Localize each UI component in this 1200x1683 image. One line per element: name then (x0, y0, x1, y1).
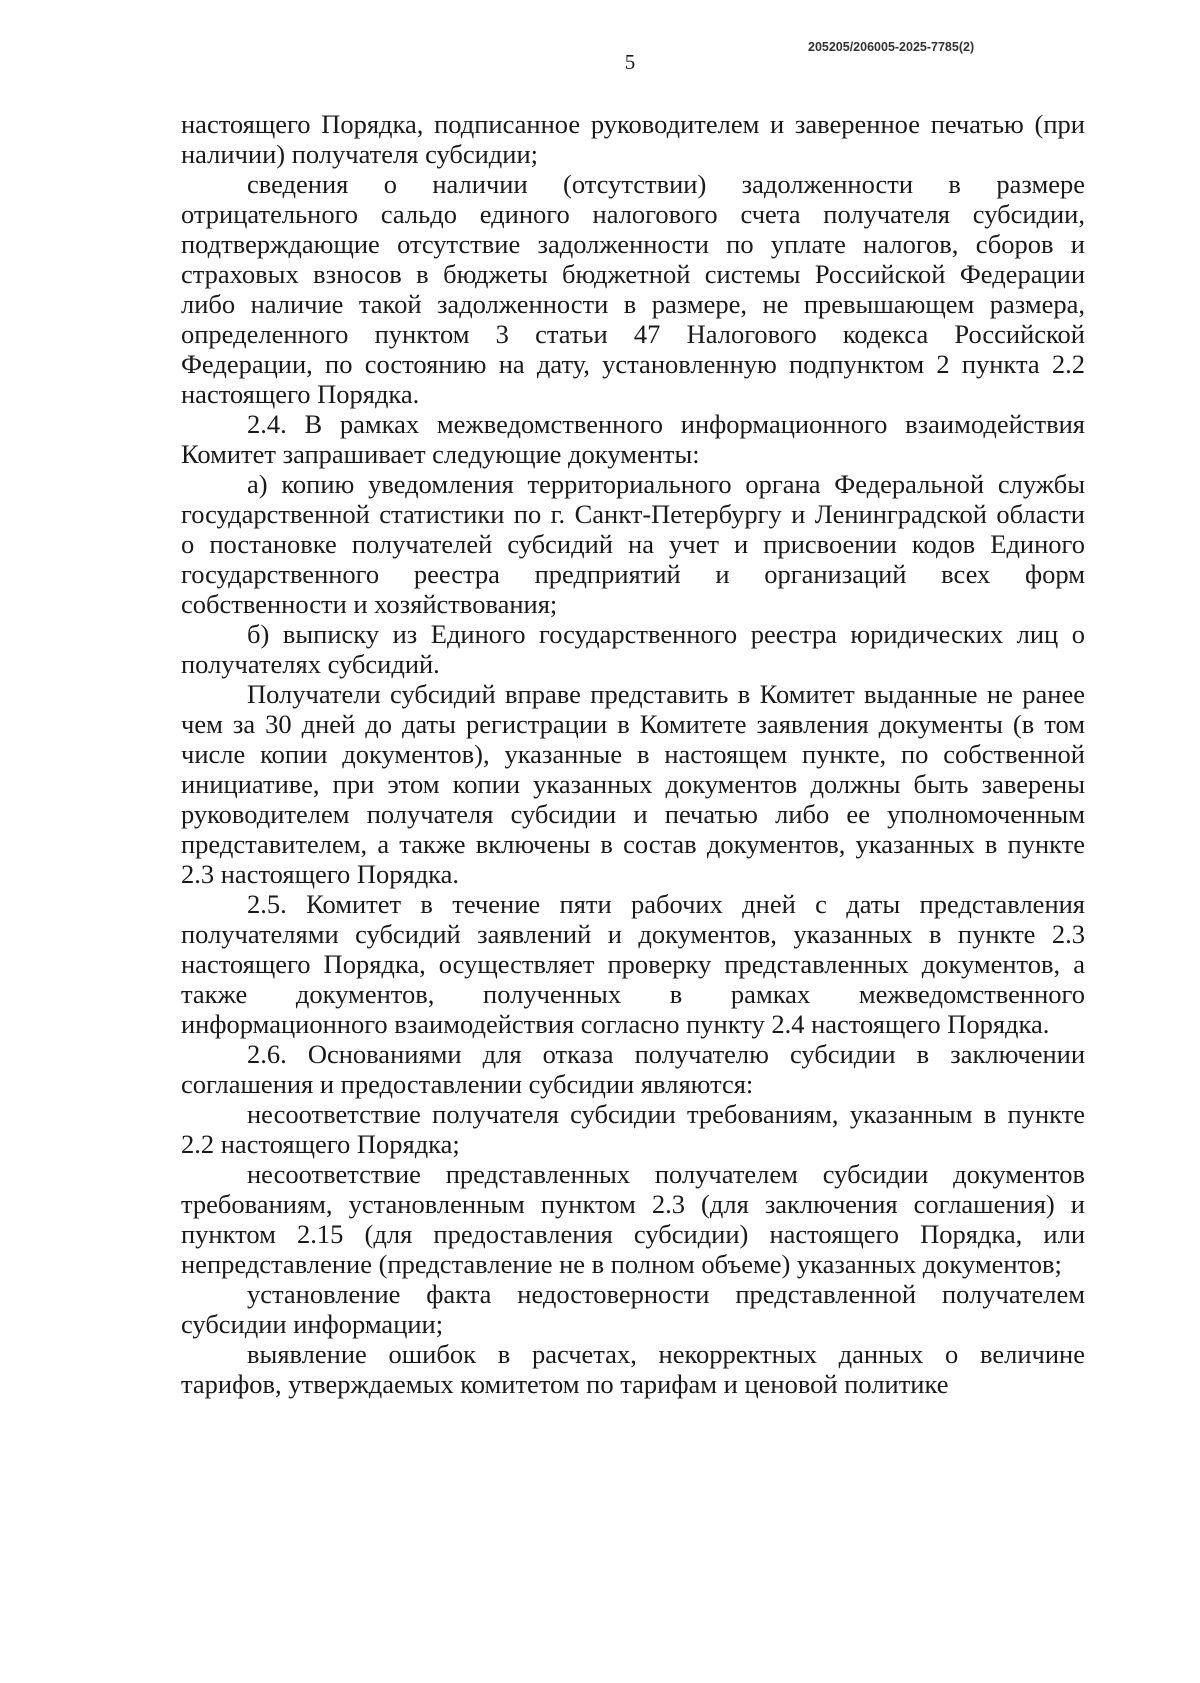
paragraph-2-6-item-1: несоответствие получателя субсидии требованиям, указанным в пункте 2.2 настоящего Порядка; (181, 1099, 1085, 1159)
paragraph-2-4: 2.4. В рамках межведомственного информационного взаимодействия Комитет запрашивает следующие документы: (181, 409, 1085, 469)
paragraph-2-6-item-4: выявление ошибок в расчетах, некорректных данных о величине тарифов, утверждаемых комитетом по тарифам и ценовой политике (181, 1339, 1085, 1399)
paragraph-own-initiative: Получатели субсидий вправе представить в Комитет выданные не ранее чем за 30 дней до даты регистрации в Комитете заявления документы (в том числе копии документов), указанные в настоящем пункте, по собственной инициативе, при этом копии указанных документов должны быть заверены руководителем получателя субсидии и печатью либо ее уполномоченным представителем, а также включены в состав документов, указанных в пункте 2.3 настоящего Порядка. (181, 679, 1085, 889)
paragraph-2-5: 2.5. Комитет в течение пяти рабочих дней с даты представления получателями субсидий заявлений и документов, указанных в пункте 2.3 настоящего Порядка, осуществляет проверку представленных документов, а также документов, полученных в рамках межведомственного информационного взаимодействия согласно пункту 2.4 настоящего Порядка. (181, 889, 1085, 1039)
paragraph-2-6-item-2: несоответствие представленных получателем субсидии документов требованиям, установленным пунктом 2.3 (для заключения соглашения) и пунктом 2.15 (для предоставления субсидии) настоящего Порядка, или непредставление (представление не в полном объеме) указанных документов; (181, 1159, 1085, 1279)
document-body (181, 109, 1085, 1399)
paragraph-tax-debt-info: сведения о наличии (отсутствии) задолженности в размере отрицательного сальдо единого налогового счета получателя субсидии, подтверждающие отсутствие задолженности по уплате налогов, сборов и страховых взносов в бюджеты бюджетной системы Российской Федерации либо наличие такой задолженности в размере, не превышающем размера, определенного пунктом 3 статьи 47 Налогового кодекса Российской Федерации, по состоянию на дату, установленную подпунктом 2 пункта 2.2 настоящего Порядка. (181, 169, 1085, 409)
document-id: 205205/206005-2025-7785(2) (808, 40, 975, 54)
page-number: 5 (624, 50, 636, 74)
paragraph-2-4-b: б) выписку из Единого государственного реестра юридических лиц о получателях субсидий. (181, 619, 1085, 679)
paragraph-2-6: 2.6. Основаниями для отказа получателю субсидии в заключении соглашения и предоставлении субсидии являются: (181, 1039, 1085, 1099)
paragraph-2-6-item-3: установление факта недостоверности представленной получателем субсидии информации; (181, 1279, 1085, 1339)
paragraph-continuation: настоящего Порядка, подписанное руководителем и заверенное печатью (при наличии) получателя субсидии; (181, 109, 1085, 169)
paragraph-2-4-a: а) копию уведомления территориального органа Федеральной службы государственной статистики по г. Санкт-Петербургу и Ленинградской области о постановке получателей субсидий на учет и присвоении кодов Единого государственного реестра предприятий и организаций всех форм собственности и хозяйствования; (181, 469, 1085, 619)
